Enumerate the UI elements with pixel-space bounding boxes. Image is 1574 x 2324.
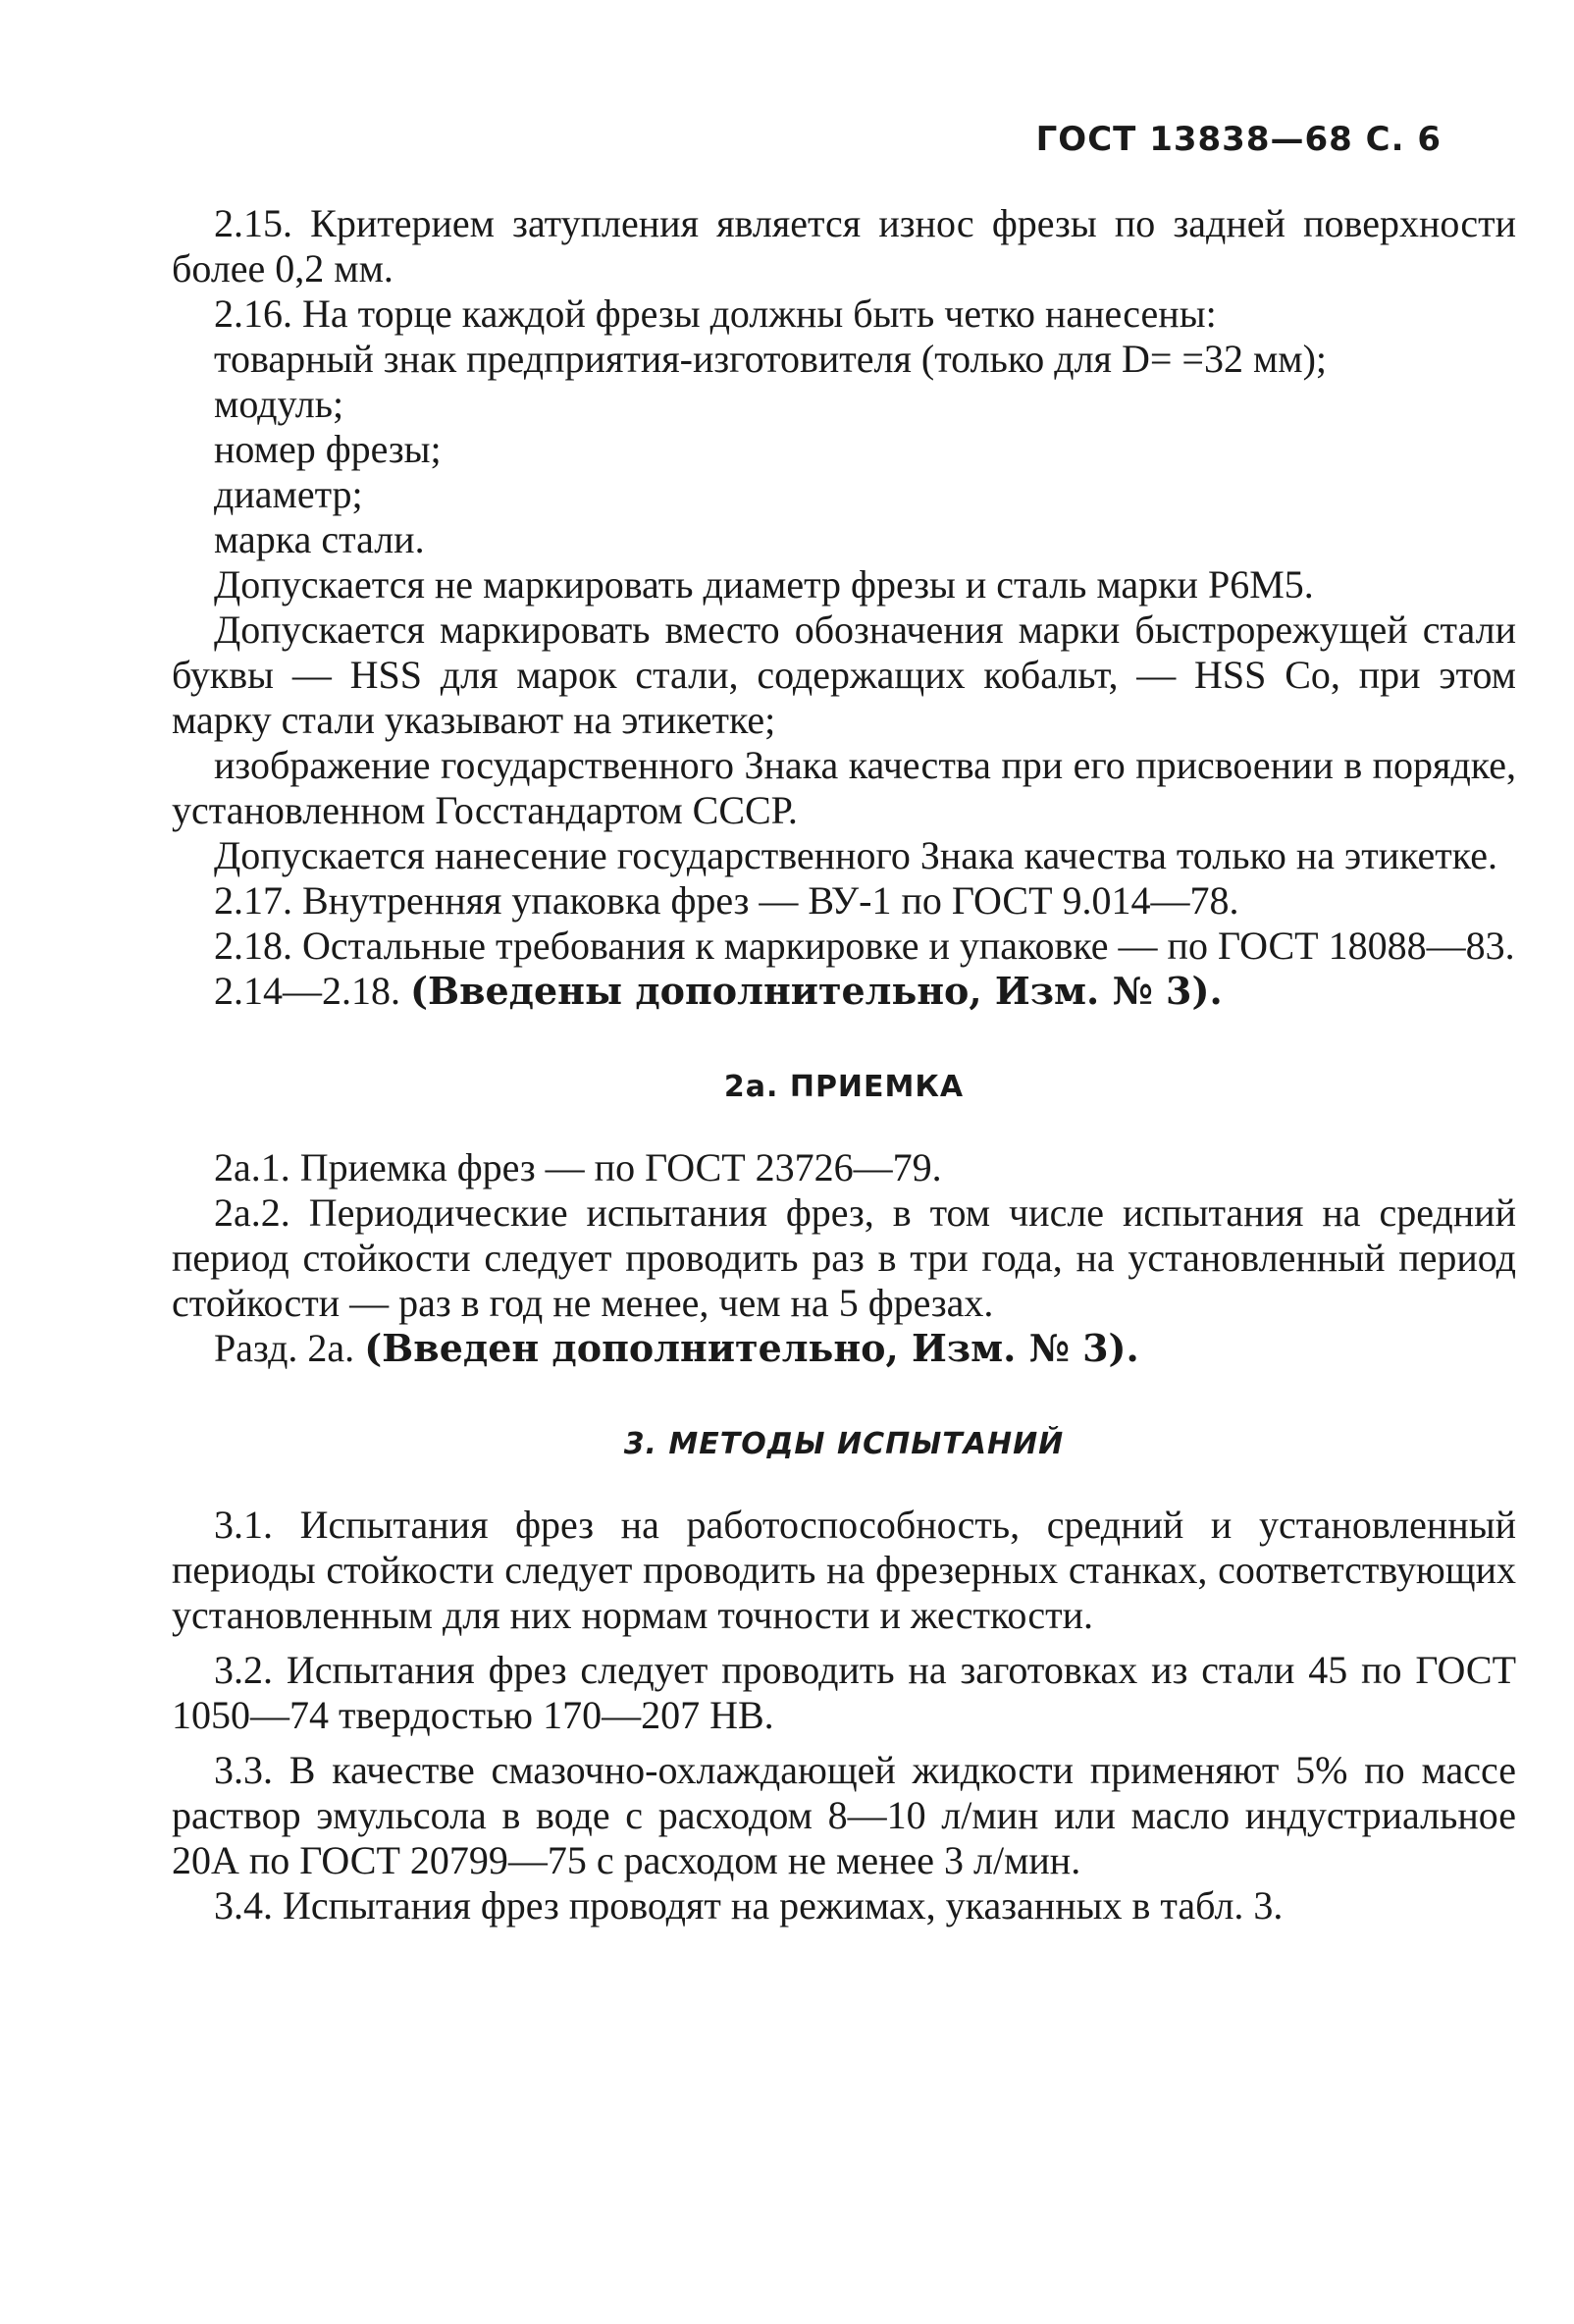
paragraph-2-16: 2.16. На торце каждой фрезы должны быть четко нанесены: bbox=[214, 291, 1217, 336]
paragraph-2a-1: 2а.1. Приемка фрез — по ГОСТ 23726—79. bbox=[214, 1145, 942, 1189]
paragraph-2-17: 2.17. Внутренняя упаковка фрез — ВУ-1 по ГОСТ 9.014—78. bbox=[214, 878, 1239, 923]
marking-item: диаметр; bbox=[214, 472, 363, 516]
paragraph-3-1: 3.1. Испытания фрез на работоспособность, средний и установленный периоды стойкости следует проводить на фрезерных станках, соответствующих установленным для них нормам точности и жесткости. bbox=[172, 1503, 1516, 1637]
paragraph-allow-2: Допускается маркировать вместо обозначения марки быстрорежущей стали буквы — HSS для марок стали, содержащих кобальт, — HSS Co, при этом марку стали указывают на этикетке; bbox=[172, 607, 1516, 742]
paragraph-quality-mark: изображение государственного Знака качества при его присвоении в порядке, установленном Госстандартом СССР. bbox=[172, 743, 1516, 832]
amendment-note-prefix: 2.14—2.18. bbox=[214, 969, 410, 1013]
page-header: ГОСТ 13838—68 С. 6 bbox=[1035, 120, 1442, 159]
amendment-note-2 bbox=[172, 969, 1516, 1014]
amendment-note-bold: (Введены дополнительно, Изм. № 3). bbox=[410, 969, 1223, 1013]
paragraph-allow-3: Допускается нанесение государственного Знака качества только на этикетке. bbox=[214, 833, 1497, 877]
section-title-2a: 2а. ПРИЕМКА bbox=[723, 1070, 965, 1104]
paragraph-2-18: 2.18. Остальные требования к маркировке и упаковке — по ГОСТ 18088—83. bbox=[214, 924, 1515, 968]
section-title-3: 3. МЕТОДЫ ИСПЫТАНИЙ bbox=[623, 1427, 1065, 1461]
amendment-note-bold: (Введен дополнительно, Изм. № 3). bbox=[364, 1326, 1139, 1370]
paragraph-3-4: 3.4. Испытания фрез проводят на режимах, указанных в табл. 3. bbox=[214, 1883, 1284, 1928]
marking-item: модуль; bbox=[214, 382, 344, 426]
paragraph-3-2: 3.2. Испытания фрез следует проводить на заготовках из стали 45 по ГОСТ 1050—74 твердостью 170—207 НВ. bbox=[172, 1648, 1516, 1737]
marking-list bbox=[172, 337, 1516, 562]
amendment-note-2a bbox=[172, 1326, 1516, 1371]
document-body bbox=[172, 201, 1516, 1928]
paragraph-allow-1: Допускается не маркировать диаметр фрезы и сталь марки Р6М5. bbox=[214, 562, 1314, 607]
paragraph-3-3: 3.3. В качестве смазочно-охлаждающей жидкости применяют 5% по массе раствор эмульсола в воде с расходом 8—10 л/мин или масло индустриальное 20А по ГОСТ 20799—75 с расходом не менее 3 л/мин. bbox=[172, 1748, 1516, 1882]
paragraph-2a-2: 2а.2. Периодические испытания фрез, в том числе испытания на средний период стойкости следует проводить раз в три года, на установленный период стойкости — раз в год не менее, чем на 5 фрезах. bbox=[172, 1190, 1516, 1325]
amendment-note-prefix: Разд. 2а. bbox=[214, 1326, 365, 1370]
paragraph-2-15: 2.15. Критерием затупления является износ фрезы по задней поверхности более 0,2 мм. bbox=[172, 201, 1516, 290]
marking-item: марка стали. bbox=[214, 517, 425, 561]
marking-item: номер фрезы; bbox=[214, 427, 442, 471]
marking-item: товарный знак предприятия-изготовителя (только для D= =32 мм); bbox=[214, 337, 1328, 381]
